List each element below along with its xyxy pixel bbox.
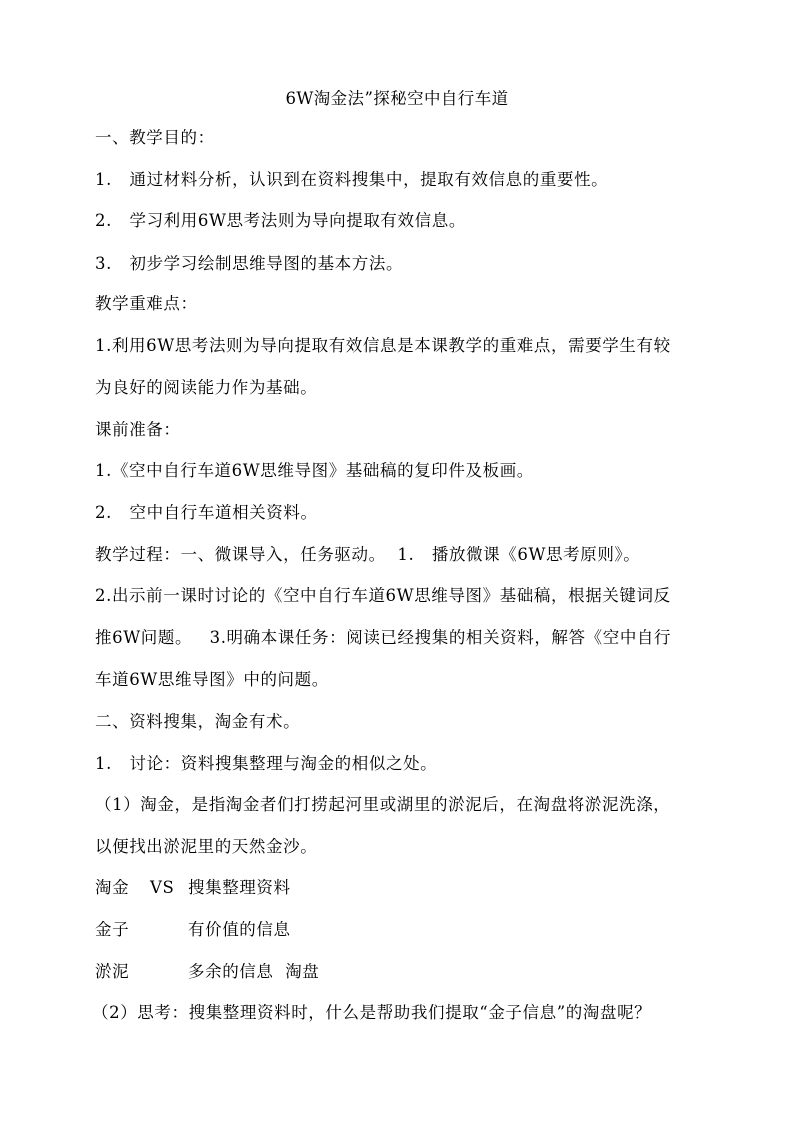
- compare-left-1: 淘金: [95, 878, 130, 897]
- section-heading-collection: 二、资料搜集，淘金有术。: [95, 712, 301, 731]
- section-heading-key-points: 教学重难点：: [95, 294, 198, 313]
- key-point-line-2: 为良好的阅读能力作为基础。: [95, 378, 318, 397]
- document-title: 6W淘金法”探秘空中自行车道: [285, 89, 509, 108]
- compare-right-2: 有价值的信息: [188, 920, 291, 939]
- panning-definition-line-1: （1）淘金，是指淘金者们打捞起河里或湖里的淤泥后，在淘盘将淤泥洗涤，: [95, 795, 671, 814]
- compare-left-2: 金子: [95, 920, 130, 939]
- section-heading-objectives: 一、教学目的：: [95, 128, 215, 147]
- thinking-question: （2）思考：搜集整理资料时，什么是帮助我们提取“金子信息”的淘盘呢？: [92, 1003, 652, 1022]
- compare-right-1: 搜集整理资料: [188, 878, 291, 897]
- preparation-item-2: 2. 空中自行车道相关资料。: [95, 503, 318, 522]
- preparation-item-1: 1.《空中自行车道6W思维导图》基础稿的复印件及板画。: [95, 461, 534, 480]
- process-line-2: 2.出示前一课时讨论的《空中自行车道6W思维导图》基础稿，根据关键词反: [95, 586, 671, 605]
- process-line-3: 推6W问题。 3.明确本课任务：阅读已经搜集的相关资料，解答《空中自行: [95, 628, 672, 647]
- compare-right-3: 多余的信息 淘盘: [188, 962, 320, 981]
- section-heading-preparation: 课前准备：: [95, 420, 181, 439]
- process-line-1: 教学过程：一、微课导入，任务驱动。 1. 播放微课《6W思考原则》。: [95, 545, 641, 564]
- objective-item-1: 1. 通过材料分析，认识到在资料搜集中，提取有效信息的重要性。: [95, 170, 609, 189]
- objective-item-2: 2. 学习利用6W思考法则为导向提取有效信息。: [95, 211, 466, 230]
- compare-mid-1: VS: [150, 878, 175, 897]
- key-point-line-1: 1.利用6W思考法则为导向提取有效信息是本课教学的重难点，需要学生有较: [95, 336, 671, 355]
- process-line-4: 车道6W思维导图》中的问题。: [95, 670, 329, 689]
- panning-definition-line-2: 以便找出淤泥里的天然金沙。: [95, 837, 318, 856]
- compare-left-3: 淤泥: [95, 962, 130, 981]
- discussion-item-1: 1. 讨论：资料搜集整理与淘金的相似之处。: [95, 754, 438, 773]
- objective-item-3: 3. 初步学习绘制思维导图的基本方法。: [95, 254, 404, 273]
